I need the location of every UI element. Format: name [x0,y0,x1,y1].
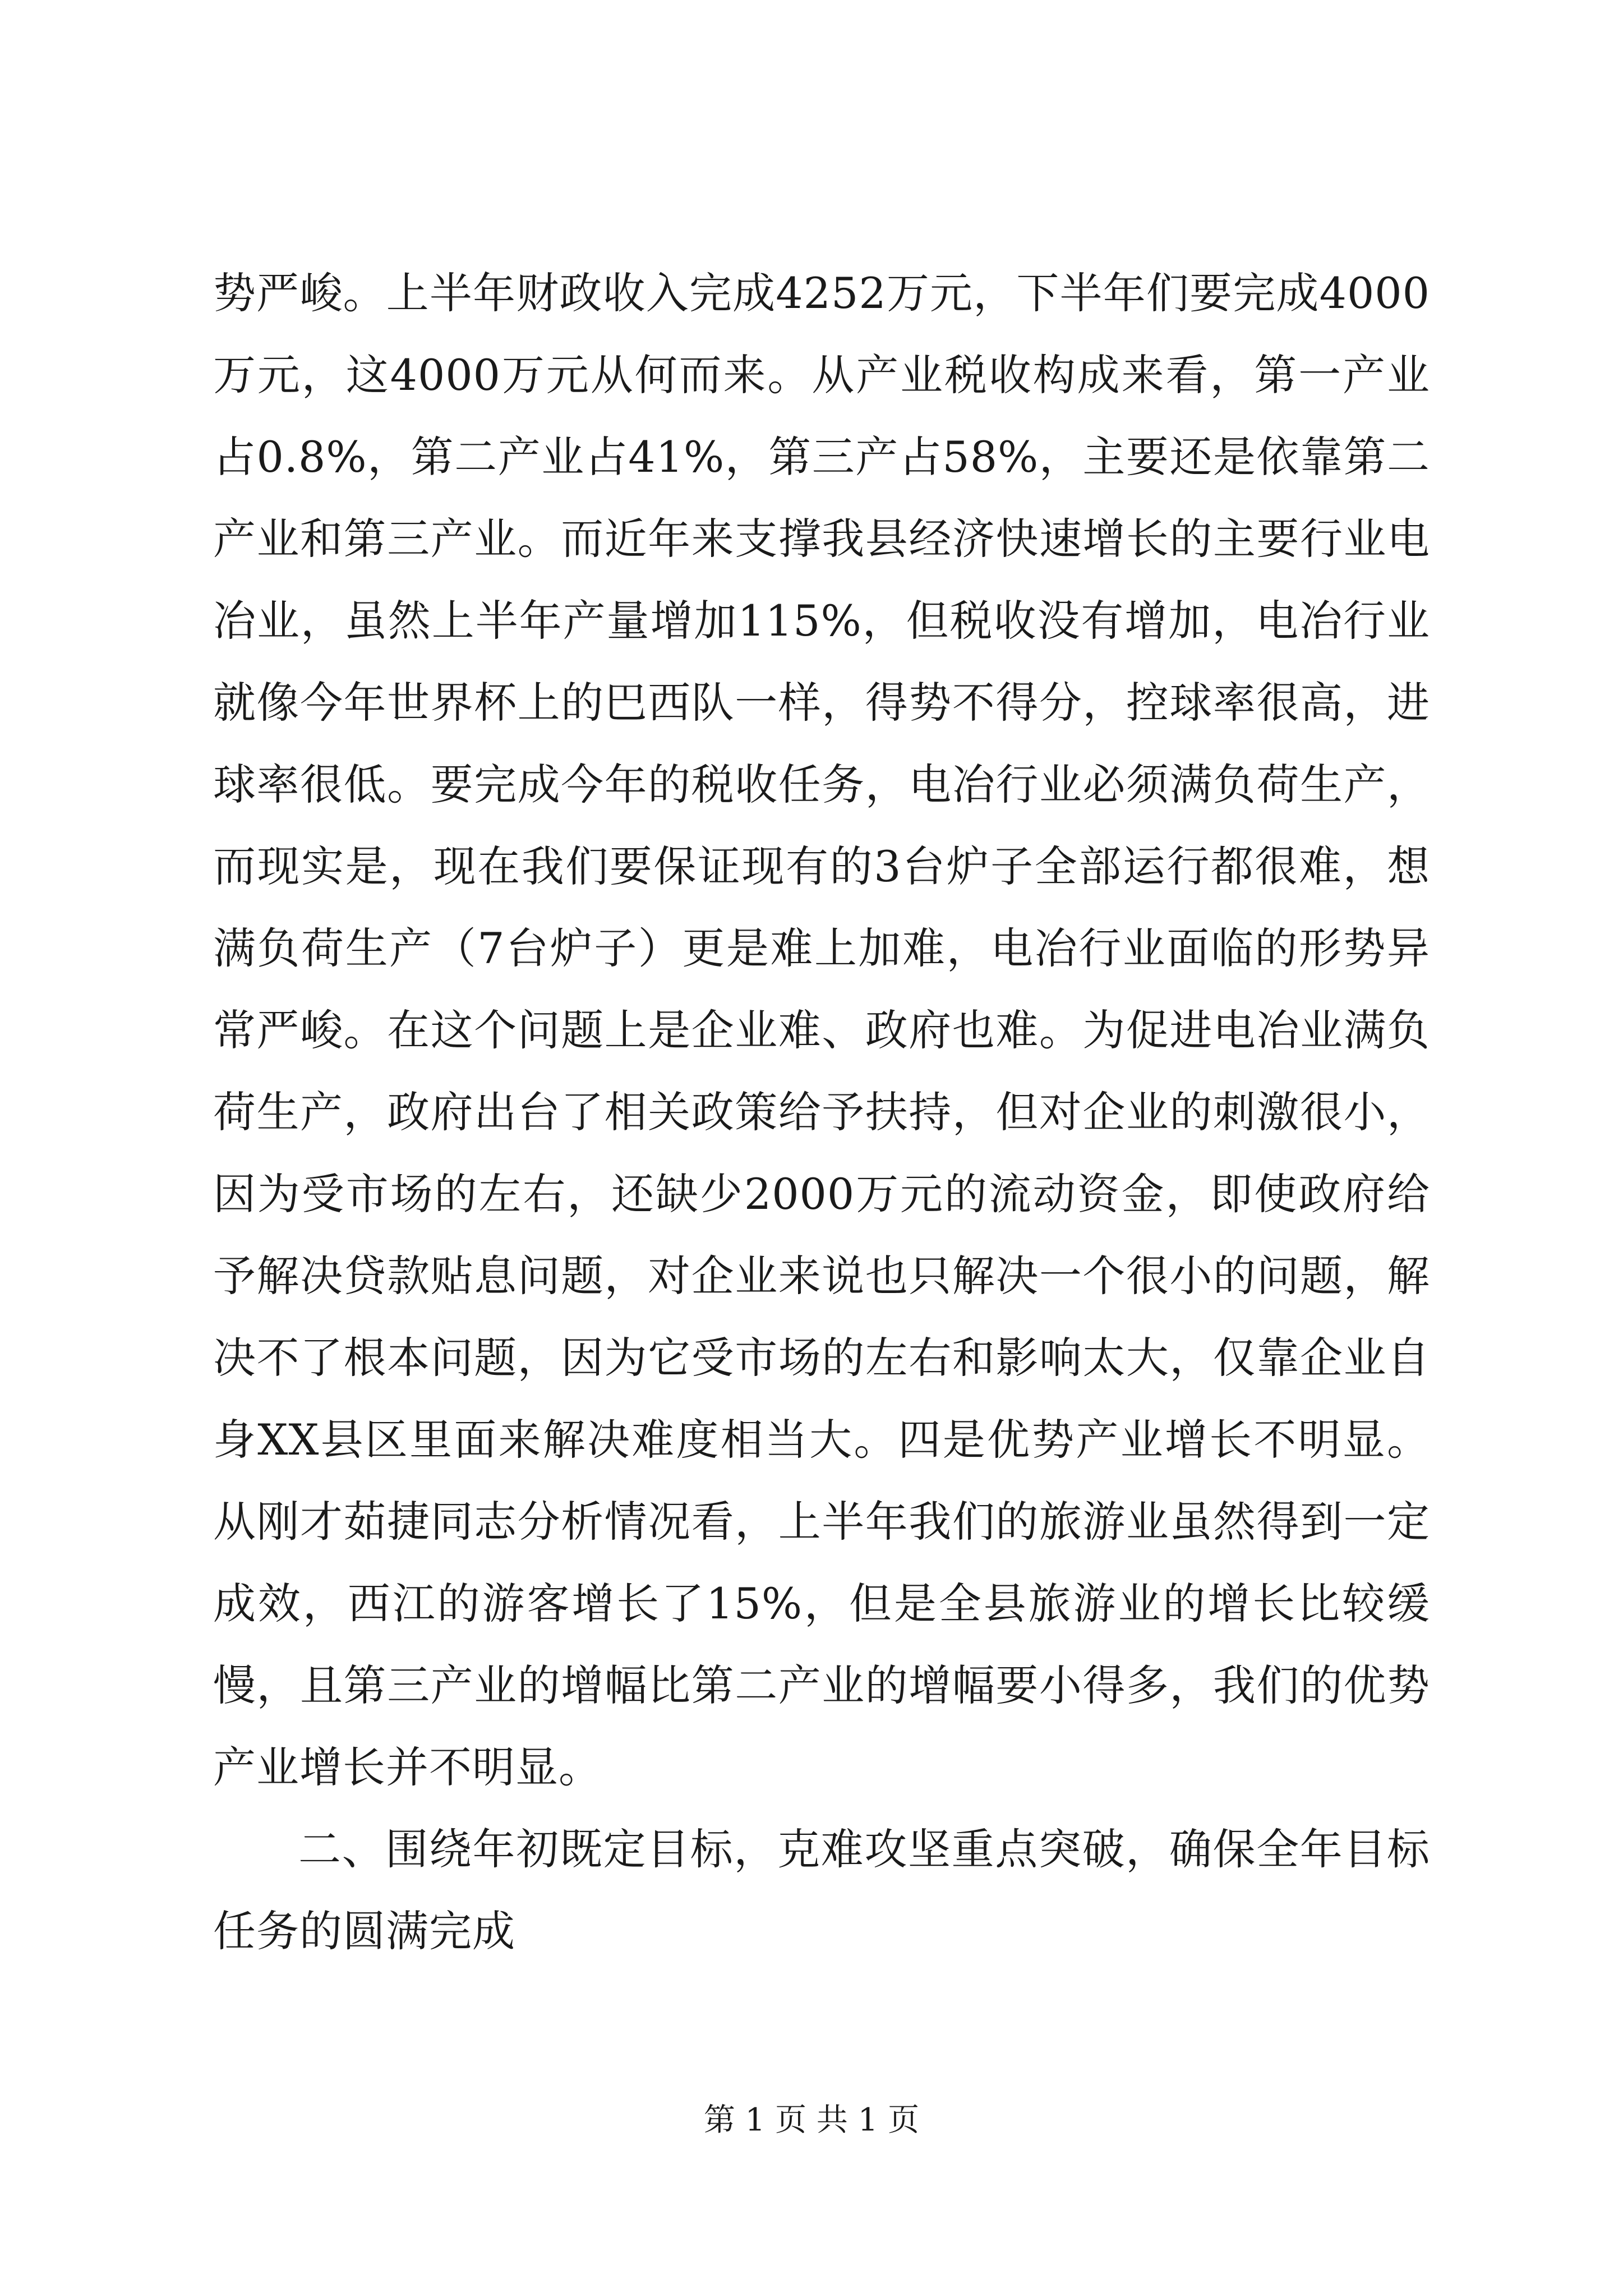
body-paragraph: 势严峻。上半年财政收入完成4252万元，下半年们要完成4000万元，这4000万元从何而来。从产业税收构成来看，第一产业占0.8%，第二产业占41%，第三产占58%，主要还是依靠第二产业和第三产业。而近年来支撑我县经济快速增长的主要行业电冶业，虽然上半年产量增加115%，但税收没有增加，电冶行业就像今年世界杯上的巴西队一样，得势不得分，控球率很高，进球率很低。要完成今年的税收任务，电冶行业必须满负荷生产，而现实是，现在我们要保证现有的3台炉子全部运行都很难，想满负荷生产（7台炉子）更是难上加难，电冶行业面临的形势异常严峻。在这个问题上是企业难、政府也难。为促进电冶业满负荷生产，政府出台了相关政策给予扶持，但对企业的刺激很小，因为受市场的左右，还缺少2000万元的流动资金，即使政府给予解决贷款贴息问题，对企业来说也只解决一个很小的问题，解决不了根本问题，因为它受市场的左右和影响太大，仅靠企业自身XX县区里面来解决难度相当大。四是优势产业增长不明显。从刚才茹捷同志分析情况看，上半年我们的旅游业虽然得到一定成效，西江的游客增长了15%，但是全县旅游业的增长比较缓慢，且第三产业的增幅比第二产业的增幅要小得多，我们的优势产业增长并不明显。 [213,268,1430,1792]
page-footer: 第 1 页 共 1 页 [703,2102,920,2138]
document-body [213,252,1430,1972]
section-heading-paragraph: 二、围绕年初既定目标，克难攻坚重点突破，确保全年目标任务的圆满完成 [213,1824,1430,1956]
